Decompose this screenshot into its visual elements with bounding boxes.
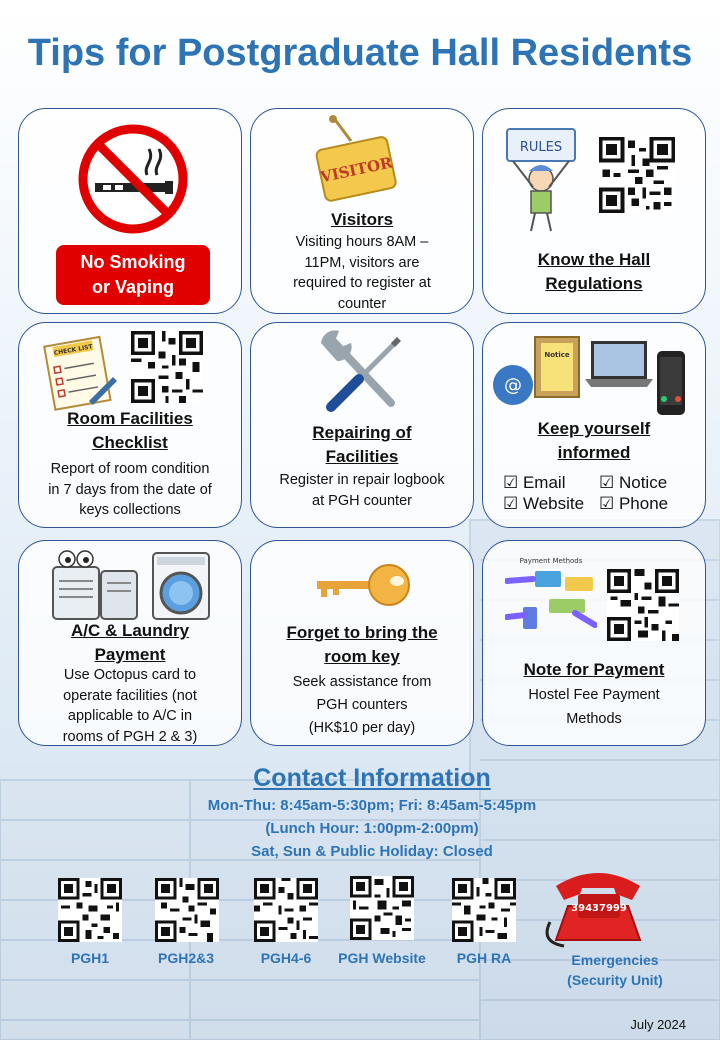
visitors-desc-line4: counter	[337, 295, 387, 312]
visitors-heading: Visitors	[330, 210, 394, 229]
repairing-heading-line2: Facilities	[325, 447, 399, 466]
laundry-heading-line2: Payment	[94, 645, 166, 664]
emergency-label-line2: (Security Unit)	[567, 972, 663, 988]
regulations-heading[interactable]	[483, 248, 705, 296]
checklist-icon	[39, 331, 119, 411]
room-checklist-desc-line1: Report of room condition	[50, 461, 210, 477]
card-laundry	[18, 540, 242, 746]
room-key-heading-line1: Forget to bring the	[286, 623, 438, 642]
svg-text:Payment Methods: Payment Methods	[519, 557, 583, 565]
check-phone: ☑ Phone	[599, 494, 669, 513]
room-key-desc-line1: Seek assistance from	[292, 674, 432, 690]
card-visitors	[250, 108, 474, 314]
room-checklist-desc-line3: keys collections	[79, 502, 181, 518]
card-no-smoking	[18, 108, 242, 314]
date-label: July 2024	[630, 1017, 686, 1032]
payment-heading[interactable]: Note for Payment	[523, 660, 665, 679]
regulations-heading-line1: Know the Hall	[537, 250, 651, 269]
card-payment	[482, 540, 706, 746]
room-checklist-heading-line1: Room Facilities	[67, 409, 193, 428]
pgh4-6-label: PGH4-6	[260, 950, 312, 966]
page-title: Tips for Postgraduate Hall Residents	[27, 32, 693, 74]
repairing-desc-line1: Register in repair logbook	[279, 472, 445, 488]
contact-hours-line3: Sat, Sun & Public Holiday: Closed	[251, 843, 493, 860]
pgh2-3-label: PGH2&3	[157, 950, 215, 966]
laundry-desc-line4: rooms of PGH 2 & 3)	[62, 728, 198, 745]
repairing-desc-line2: at PGH counter	[312, 492, 412, 509]
no-smoking-icon	[77, 123, 189, 235]
keep-informed-heading-line1: Keep yourself	[537, 419, 651, 438]
regulations-qr-code[interactable]	[599, 137, 675, 213]
pgh1-qr-code[interactable]	[58, 878, 122, 942]
svg-text:RULES: RULES	[519, 140, 563, 155]
svg-text:39437999: 39437999	[571, 903, 627, 914]
keep-informed-heading-line2: informed	[557, 443, 631, 462]
pgh-ra-qr-code[interactable]	[452, 878, 516, 942]
pgh-website-label: PGH Website	[338, 950, 426, 966]
payment-desc-line1: Hostel Fee Payment	[528, 687, 660, 703]
contact-title: Contact Information	[253, 764, 491, 792]
key-icon	[313, 561, 413, 611]
room-key-desc-line2: PGH counters	[316, 697, 408, 713]
check-website-label: Website	[522, 494, 585, 513]
card-regulations	[482, 108, 706, 314]
communication-channels-icon	[487, 331, 703, 423]
emergency-label	[550, 950, 680, 990]
repairing-heading-line1: Repairing of	[312, 423, 412, 442]
rules-sign-icon	[503, 127, 579, 235]
laundry-heading	[19, 619, 241, 667]
laundry-desc-line1: Use Octopus card to	[63, 667, 197, 683]
room-checklist-heading[interactable]	[19, 407, 241, 455]
no-smoking-line2: or Vaping	[91, 277, 174, 297]
pgh-website-qr-code[interactable]	[350, 876, 414, 940]
room-checklist-qr-code[interactable]	[131, 331, 203, 403]
payment-desc-line2: Methods	[566, 711, 622, 727]
check-notice: ☑ Notice	[599, 473, 668, 492]
regulations-heading-line2: Regulations	[545, 274, 643, 293]
card-room-checklist	[18, 322, 242, 528]
svg-text:@: @	[504, 375, 522, 396]
ac-laundry-icon	[41, 549, 221, 625]
svg-text:CHECK LIST: CHECK LIST	[53, 343, 94, 358]
visitor-badge-icon	[313, 113, 399, 209]
room-key-desc-line3: (HK$10 per day)	[308, 720, 416, 736]
visitors-desc-line1: Visiting hours 8AM –	[295, 234, 429, 250]
laundry-heading-line1: A/C & Laundry	[70, 621, 190, 640]
emergency-label-line1: Emergencies	[571, 952, 659, 968]
room-key-heading-line2: room key	[324, 647, 400, 666]
visitors-desc-line3: required to register at	[293, 275, 431, 291]
no-smoking-label	[56, 245, 210, 305]
laundry-desc-line2: operate facilities (not	[63, 687, 197, 704]
svg-text:Notice: Notice	[544, 351, 570, 359]
pgh2-3-qr-code[interactable]	[155, 878, 219, 942]
check-notice-label: Notice	[618, 473, 668, 492]
contact-hours-line2: (Lunch Hour: 1:00pm-2:00pm)	[265, 820, 479, 837]
repairing-heading	[251, 421, 473, 469]
keep-informed-heading	[483, 417, 705, 465]
laundry-desc-line3: applicable to A/C in	[67, 708, 193, 724]
check-website: ☑ Website	[503, 494, 585, 513]
check-phone-label: Phone	[618, 494, 669, 513]
card-repairing	[250, 322, 474, 528]
check-email-label: Email	[522, 473, 566, 492]
pgh1-label: PGH1	[70, 950, 110, 966]
card-room-key	[250, 540, 474, 746]
check-email: ☑ Email	[503, 473, 566, 492]
card-keep-informed	[482, 322, 706, 528]
room-checklist-heading-line2: Checklist	[92, 433, 168, 452]
wrench-screwdriver-icon	[317, 329, 407, 419]
svg-text:VISITOR: VISITOR	[318, 153, 395, 187]
room-checklist-desc-line2: in 7 days from the date of	[48, 481, 212, 498]
no-smoking-line1: No Smoking	[80, 252, 186, 272]
contact-hours-line1: Mon-Thu: 8:45am-5:30pm; Fri: 8:45am-5:45pm	[207, 797, 537, 814]
emergency-telephone-icon[interactable]	[540, 866, 656, 950]
payment-qr-code[interactable]	[607, 569, 679, 641]
room-key-heading	[251, 621, 473, 669]
pgh4-6-qr-code[interactable]	[254, 878, 318, 942]
pgh-ra-label: PGH RA	[456, 950, 512, 966]
payment-methods-icon	[505, 555, 597, 639]
visitors-desc-line2: 11PM, visitors are	[304, 254, 420, 271]
